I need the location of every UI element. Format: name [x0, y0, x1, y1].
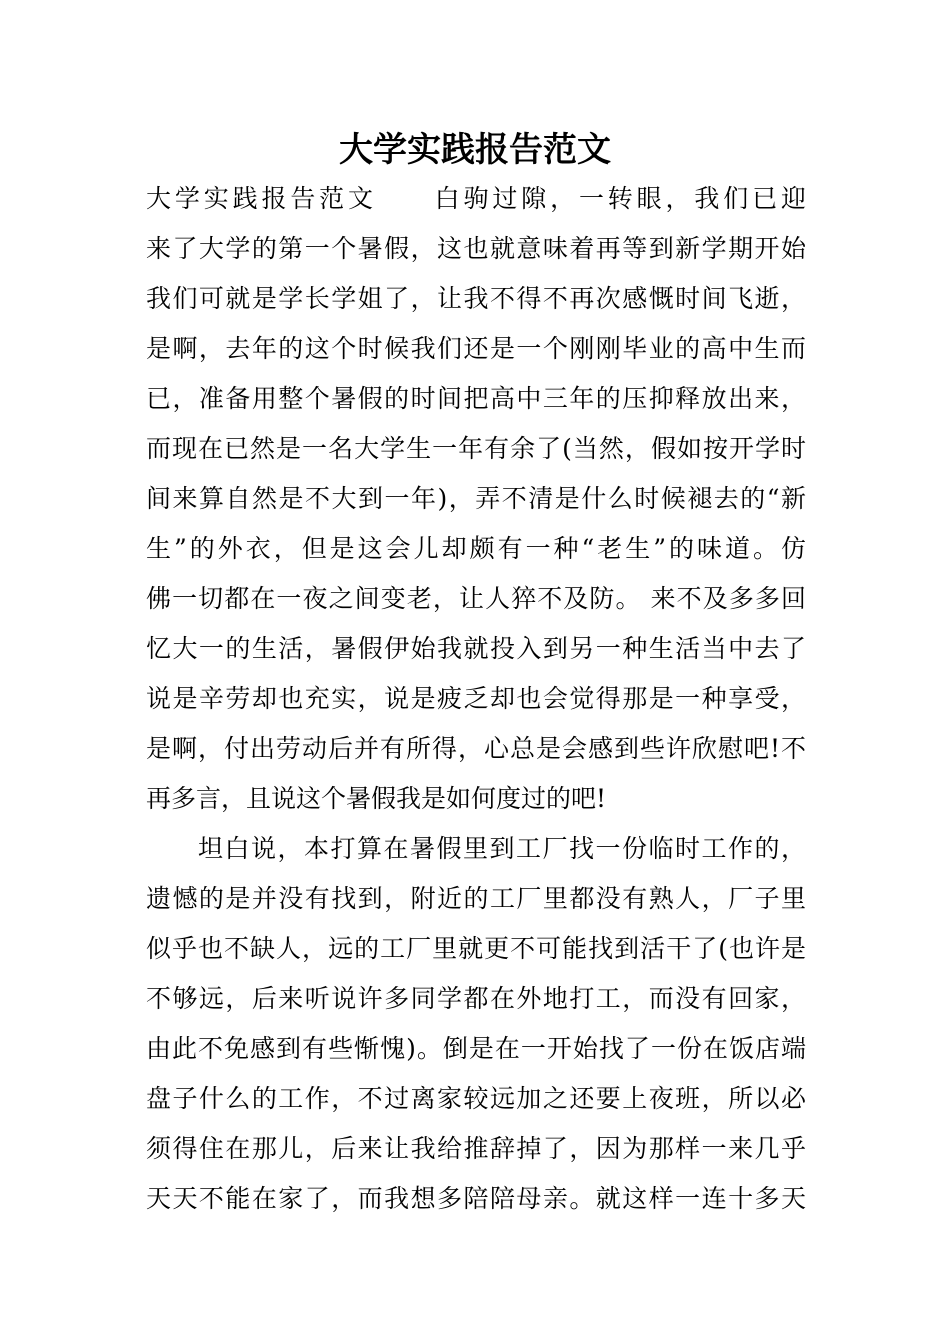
text-line-14: 坦白说，本打算在暑假里到工厂找一份临时工作的，	[198, 834, 806, 863]
text-line-13: 再多言，且说这个暑假我是如何度过的吧!	[146, 784, 607, 813]
text-line-7: 间来算自然是不大到一年)，弄不清是什么时候褪去的“新	[146, 484, 806, 513]
text-line-3: 我们可就是学长学姐了，让我不得不再次感慨时间飞逝，	[146, 284, 806, 313]
text-line-9: 佛一切都在一夜之间变老，让人猝不及防。 来不及多多回	[146, 584, 806, 613]
text-line-4: 是啊，去年的这个时候我们还是一个刚刚毕业的高中生而	[146, 334, 806, 363]
text-line-17: 不够远，后来听说许多同学都在外地打工，而没有回家，	[146, 984, 806, 1013]
text-line-8: 生”的外衣，但是这会儿却颇有一种“老生”的味道。仿	[146, 534, 806, 563]
text-line-16: 似乎也不缺人，远的工厂里就更不可能找到活干了(也许是	[146, 934, 806, 963]
text-line-18: 由此不免感到有些惭愧)。倒是在一开始找了一份在饭店端	[146, 1034, 806, 1063]
text-line-15: 遗憾的是并没有找到，附近的工厂里都没有熟人，厂子里	[146, 884, 806, 913]
text-line-6: 而现在已然是一名大学生一年有余了(当然，假如按开学时	[146, 434, 806, 463]
text-line-21: 天天不能在家了，而我想多陪陪母亲。就这样一连十多天	[146, 1184, 806, 1213]
text-line-5: 已，准备用整个暑假的时间把高中三年的压抑释放出来，	[146, 384, 806, 413]
text-line-2: 来了大学的第一个暑假，这也就意味着再等到新学期开始	[146, 234, 806, 263]
text-line-12: 是啊，付出劳动后并有所得，心总是会感到些许欣慰吧!不	[146, 734, 806, 763]
text-line-19: 盘子什么的工作，不过离家较远加之还要上夜班，所以必	[146, 1084, 806, 1113]
document-title: 大学实践报告范文	[339, 130, 611, 170]
text-line-1: 大学实践报告范文 白驹过隙，一转眼，我们已迎	[146, 184, 806, 213]
text-line-20: 须得住在那儿，后来让我给推辞掉了，因为那样一来几乎	[146, 1134, 806, 1163]
text-line-10: 忆大一的生活，暑假伊始我就投入到另一种生活当中去了	[146, 634, 806, 663]
text-line-11: 说是辛劳却也充实，说是疲乏却也会觉得那是一种享受，	[146, 684, 806, 713]
